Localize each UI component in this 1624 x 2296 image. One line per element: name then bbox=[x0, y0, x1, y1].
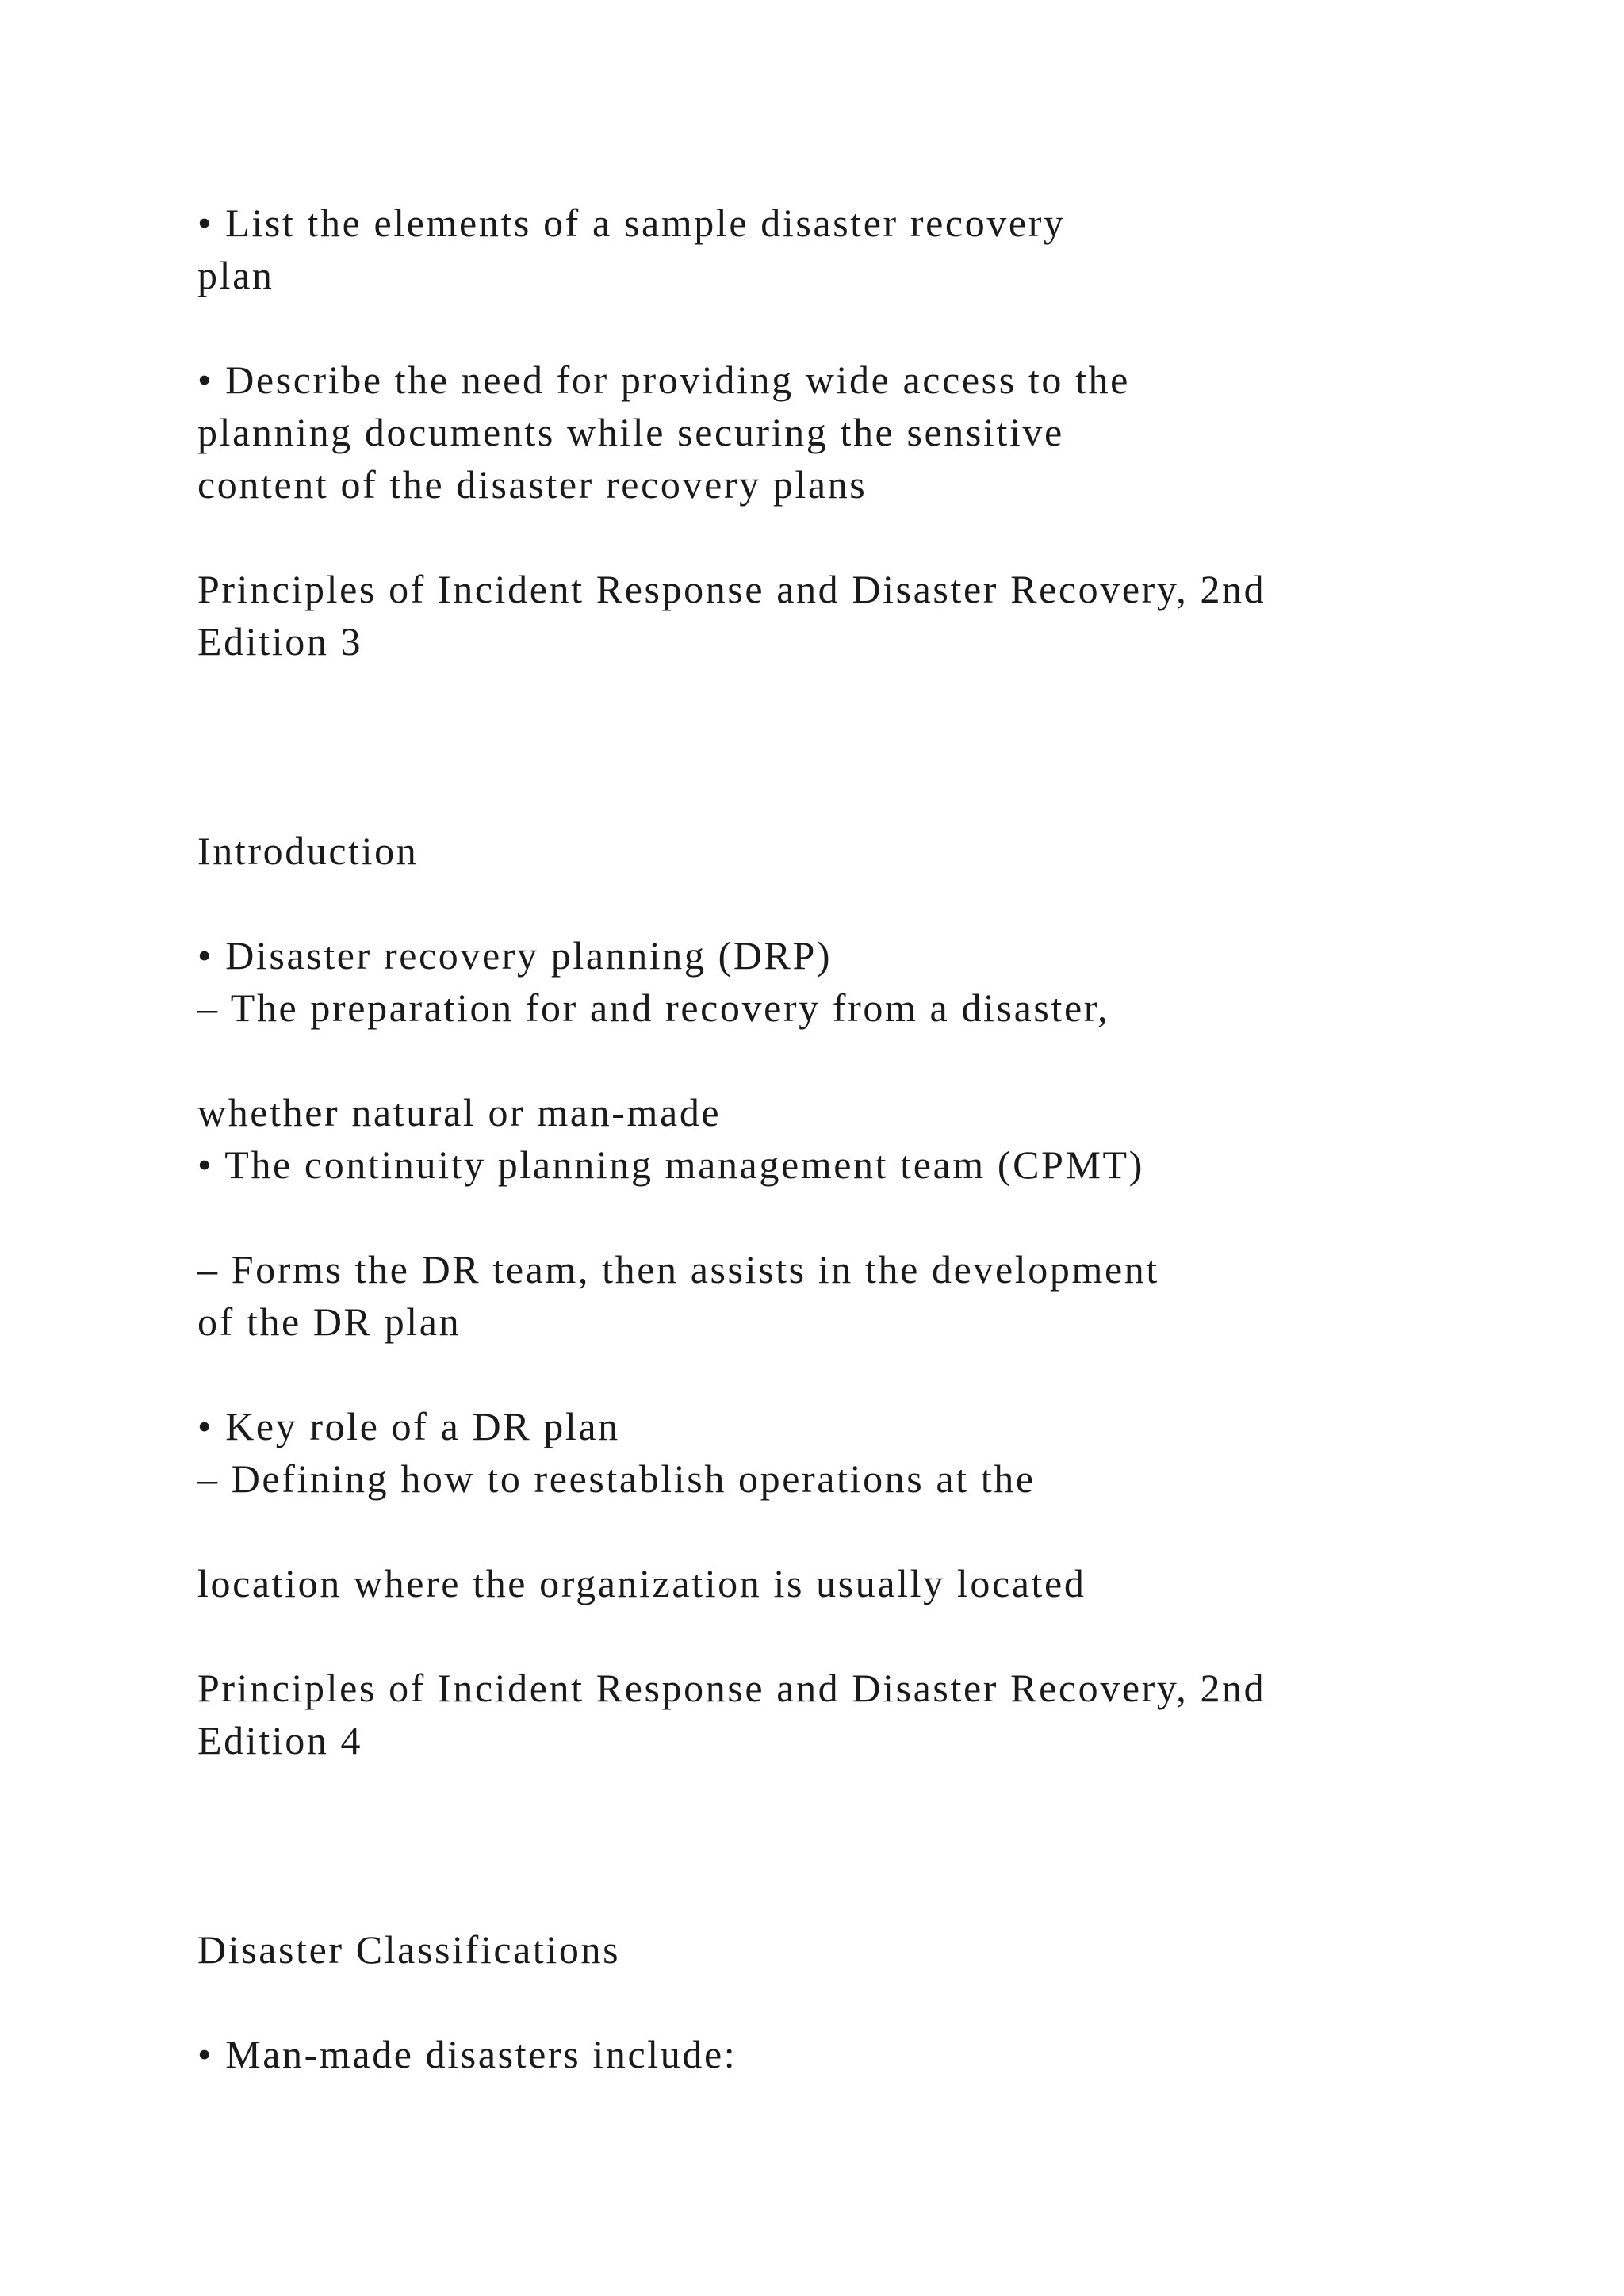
sub-bullet-drp-definition-continued: whether natural or man-made bbox=[197, 1090, 722, 1135]
sub-bullet-cpmt-role: – Forms the DR team, then assists in the development bbox=[197, 1247, 1159, 1292]
objective-bullet-describe-need-continued-2: content of the disaster recovery plans bbox=[197, 462, 868, 507]
section-heading-disaster-classifications: Disaster Classifications bbox=[197, 1927, 621, 1972]
slide-footer-4: Principles of Incident Response and Disaster Recovery, 2nd bbox=[197, 1666, 1266, 1710]
bullet-man-made-disasters: • Man-made disasters include: bbox=[197, 2032, 737, 2076]
slide-footer-3-edition: Edition 3 bbox=[197, 619, 363, 664]
bullet-drp: • Disaster recovery planning (DRP) bbox=[197, 933, 833, 978]
sub-bullet-drp-definition: – The preparation for and recovery from a disaster, bbox=[197, 985, 1110, 1030]
bullet-key-role: • Key role of a DR plan bbox=[197, 1404, 620, 1448]
objective-bullet-describe-need-continued: planning documents while securing the sensitive bbox=[197, 410, 1064, 454]
objective-bullet-list-elements: • List the elements of a sample disaster recovery bbox=[197, 201, 1066, 245]
sub-bullet-key-role-definition: – Defining how to reestablish operations at the bbox=[197, 1456, 1036, 1501]
objective-bullet-describe-need: • Describe the need for providing wide access to the bbox=[197, 358, 1130, 402]
slide-footer-4-edition: Edition 4 bbox=[197, 1718, 363, 1762]
sub-bullet-cpmt-role-continued: of the DR plan bbox=[197, 1299, 462, 1344]
sub-bullet-key-role-definition-continued: location where the organization is usually located bbox=[197, 1561, 1086, 1605]
slide-footer-3: Principles of Incident Response and Disaster Recovery, 2nd bbox=[197, 567, 1266, 611]
bullet-cpmt: • The continuity planning management team (CPMT) bbox=[197, 1142, 1144, 1187]
objective-bullet-list-elements-continued: plan bbox=[197, 253, 274, 297]
section-heading-introduction: Introduction bbox=[197, 828, 419, 873]
